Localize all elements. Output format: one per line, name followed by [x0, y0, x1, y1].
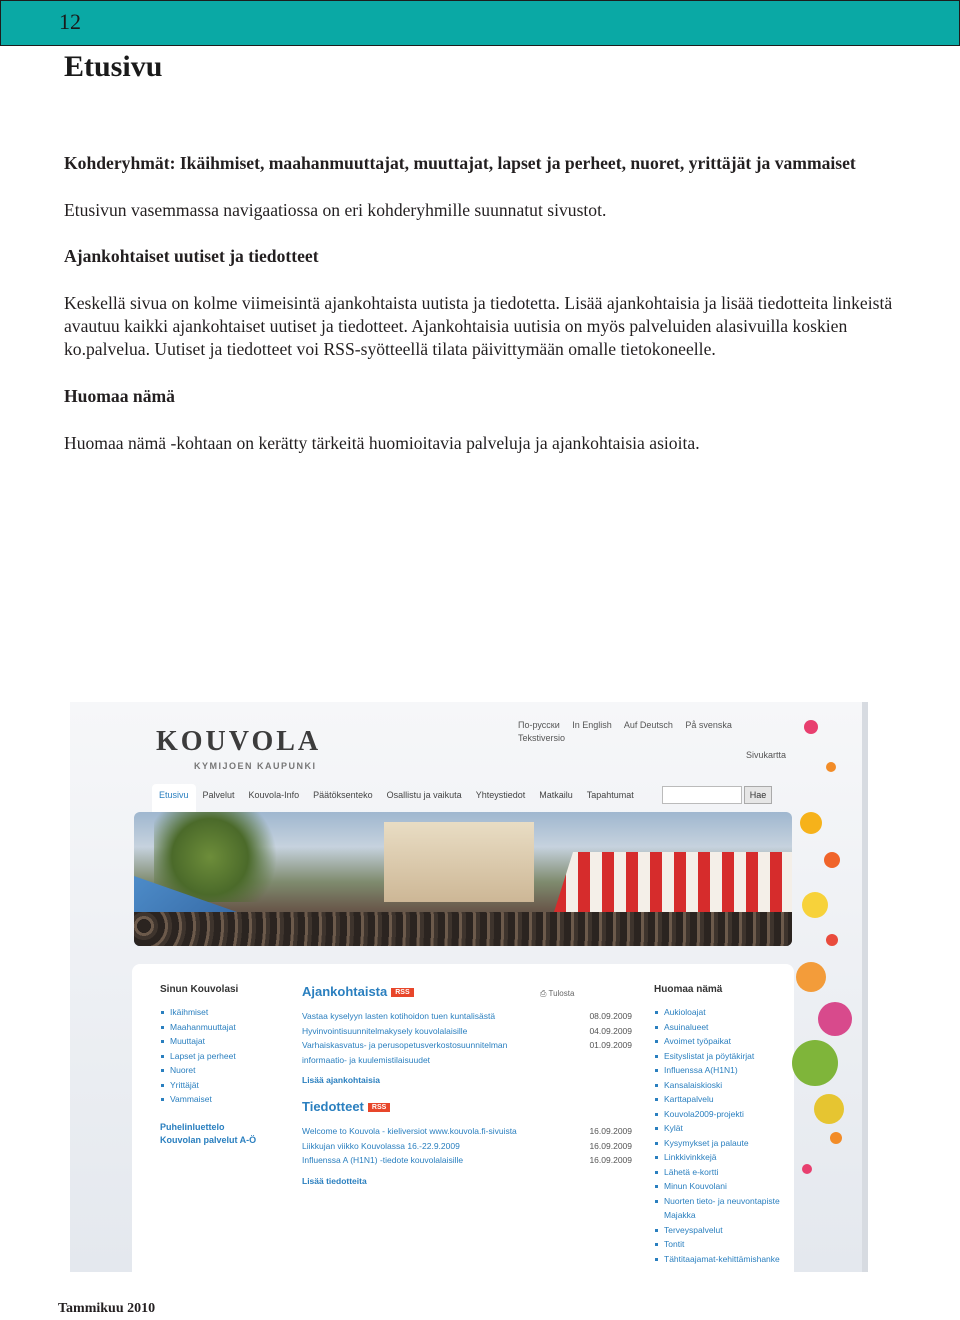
press-release-item-title: Liikkujan viikko Kouvolassa 16.-22.9.2009 [302, 1140, 460, 1151]
decorative-dot [824, 852, 840, 868]
print-icon: ⎙ [540, 989, 547, 998]
news-column [302, 984, 632, 1200]
decorative-dot [802, 1164, 812, 1174]
highlights-item: Kylät [654, 1121, 794, 1136]
page-title: Etusivu [64, 50, 163, 83]
decorative-dot [814, 1094, 844, 1124]
rss-icon: RSS [391, 988, 413, 997]
news-item-title: Hyvinvointisuunnitelmakysely kouvolalaisille [302, 1025, 468, 1036]
highlights-item: Terveyspalvelut [654, 1223, 794, 1238]
lang-link-ru: По-русски [518, 720, 560, 730]
target-group-item: Lapset ja perheet [160, 1049, 280, 1064]
highlights-item: Minun Kouvolani [654, 1179, 794, 1194]
press-release-item-title: Influenssa A (H1N1) -tiedote kouvolalaisille [302, 1155, 464, 1165]
target-group-item: Maahanmuuttajat [160, 1020, 280, 1035]
press-release-item-date: 16.09.2009 [589, 1126, 632, 1136]
highlights-column [654, 984, 794, 1266]
highlights-list [654, 1005, 794, 1266]
decorative-dot [804, 720, 818, 734]
target-group-item: Muuttajat [160, 1034, 280, 1049]
highlights-item: Avoimet työpaikat [654, 1034, 794, 1049]
kohderyhmat-heading: Kohderyhmät: Ikäihmiset, maahanmuuttajat, muuttajat, lapset ja perheet, nuoret, yrittäjät ja vammaiset [64, 153, 856, 173]
target-group-item: Vammaiset [160, 1092, 280, 1107]
highlights-item: Asuinalueet [654, 1020, 794, 1035]
kohderyhmat-paragraph: Etusivun vasemmassa navigaatiossa on eri kohderyhmille suunnatut sivustot. [64, 199, 607, 220]
rss-icon: RSS [368, 1103, 390, 1112]
nav-item-etusivu: Etusivu [152, 784, 196, 812]
hero-building [384, 822, 534, 902]
sidebar-heading: Sinun Kouvolasi [160, 984, 239, 995]
nav-item-paatoksenteko: Päätöksenteko [313, 790, 373, 800]
body-text [64, 152, 894, 478]
highlights-heading: Huomaa nämä [64, 385, 175, 406]
decorative-dot [800, 812, 822, 834]
press-release-item [302, 1139, 632, 1154]
news-heading: Ajankohtaiset uutiset ja tiedotteet [64, 246, 319, 267]
footer-date: Tammikuu 2010 [58, 1301, 156, 1316]
site-search-button: Hae [744, 786, 772, 804]
highlights-item: Aukioloajat [654, 1005, 794, 1020]
nav-item-yhteystiedot: Yhteystiedot [475, 790, 526, 800]
screenshot-scrollbar [862, 702, 868, 1272]
news-item-date: 04.09.2009 [589, 1025, 632, 1036]
news-item [302, 1024, 632, 1039]
sidebar-target-groups [160, 984, 280, 1147]
news-item-title: Varhaiskasvatus- ja perusopetusverkostosuunnitelman informaatio- ja kuulemistilaisuudet [302, 1040, 508, 1065]
target-group-item: Yrittäjät [160, 1078, 280, 1093]
press-release-item-date: 16.09.2009 [589, 1140, 632, 1151]
kouvola-logo: KOUVOLA [156, 726, 322, 757]
nav-item-matkailu: Matkailu [539, 790, 573, 800]
services-a-z-link: Kouvolan palvelut A-Ö [160, 1134, 257, 1145]
press-release-heading [302, 1099, 632, 1114]
hero-crowd [134, 912, 792, 946]
highlights-item: Linkkivinkkejä [654, 1150, 794, 1165]
press-release-item-date: 16.09.2009 [589, 1155, 632, 1165]
sitemap-link: Sivukartta [746, 750, 787, 760]
decorative-dot [802, 892, 828, 918]
highlights-column-heading: Huomaa nämä [654, 984, 723, 995]
text-version-link: Tekstiversio [518, 733, 566, 743]
website-screenshot [70, 702, 868, 1272]
highlights-item: Influenssa A(H1N1) [654, 1063, 794, 1078]
decorative-dot [796, 962, 826, 992]
target-group-list [160, 1005, 280, 1107]
target-group-item: Ikäihmiset [160, 1005, 280, 1020]
news-column-heading [302, 984, 632, 999]
hero-photo-market [134, 812, 792, 946]
site-search-input [662, 786, 742, 804]
nav-item-palvelut: Palvelut [202, 790, 235, 800]
decorative-dot [818, 1002, 852, 1036]
highlights-item: Lähetä e-kortti [654, 1165, 794, 1180]
page-header-bar [0, 0, 960, 46]
decorative-dot [830, 1132, 842, 1144]
hero-striped-awning [554, 852, 792, 912]
highlights-item: Tontit [654, 1237, 794, 1252]
main-nav [152, 784, 641, 812]
news-column-title: Ajankohtaista [302, 984, 388, 999]
highlights-item: Kouvola2009-projekti [654, 1107, 794, 1122]
more-press-releases-link: Lisää tiedotteita [302, 1175, 367, 1186]
highlights-item: Karttapalvelu [654, 1092, 794, 1107]
target-group-item: Nuoret [160, 1063, 280, 1078]
lang-link-de: Auf Deutsch [623, 720, 673, 730]
highlights-item: Kansalaiskioski [654, 1078, 794, 1093]
news-item-date: 08.09.2009 [589, 1011, 632, 1021]
lang-link-sv: På svenska [685, 720, 732, 730]
press-release-item [302, 1153, 632, 1168]
print-link: Tulosta [548, 989, 575, 998]
language-links [518, 720, 742, 730]
hero-tree [154, 812, 294, 902]
highlights-item: Kysymykset ja palaute [654, 1136, 794, 1151]
news-item [302, 1038, 632, 1067]
kouvola-logo-subtitle: KYMIJOEN KAUPUNKI [194, 761, 317, 771]
highlights-item: Esityslistat ja pöytäkirjat [654, 1049, 794, 1064]
nav-item-tapahtumat: Tapahtumat [586, 790, 634, 800]
nav-item-osallistu: Osallistu ja vaikuta [386, 790, 462, 800]
more-news-link: Lisää ajankohtaisia [302, 1075, 380, 1085]
press-release-item-title: Welcome to Kouvola - kieliversiot www.kouvola.fi-sivuista [302, 1126, 517, 1136]
phonebook-link: Puhelinluettelo [160, 1121, 225, 1132]
highlights-item: Nuorten tieto- ja neuvontapiste Majakka [654, 1194, 794, 1223]
nav-item-kouvola-info: Kouvola-Info [248, 790, 300, 800]
press-release-item [302, 1124, 632, 1139]
page-number: 12 [59, 9, 81, 34]
decorative-dot [792, 1040, 838, 1086]
decorative-dots [796, 702, 860, 1272]
news-item-title: Vastaa kyselyyn lasten kotihoidon tuen kuntalisästä [302, 1011, 496, 1021]
news-item-date: 01.09.2009 [589, 1040, 632, 1050]
decorative-dot [826, 934, 838, 946]
news-paragraph: Keskellä sivua on kolme viimeisintä ajankohtaista uutista ja tiedotetta. Lisää ajankohtaisia ja lisää tiedotteita linkeistä avautuu kaikki ajankohtaiset uutiset ja tiedotteet. Ajankohtaisia uutisia on myös palveluiden alasivuilla koskien ko.palvelua. Uutiset ja tiedotteet voi RSS-syötteellä tilata päivittymään omalle tietokoneelle. [64, 292, 893, 360]
highlights-item: Tähtitaajamat-kehittämishanke [654, 1252, 794, 1267]
highlights-paragraph: Huomaa nämä -kohtaan on kerätty tärkeitä huomioitavia palveluja ja ajankohtaisia asioita. [64, 432, 700, 453]
news-item [302, 1009, 632, 1024]
decorative-dot [826, 762, 836, 772]
lang-link-en: In English [572, 720, 612, 730]
press-release-title: Tiedotteet [302, 1099, 364, 1114]
